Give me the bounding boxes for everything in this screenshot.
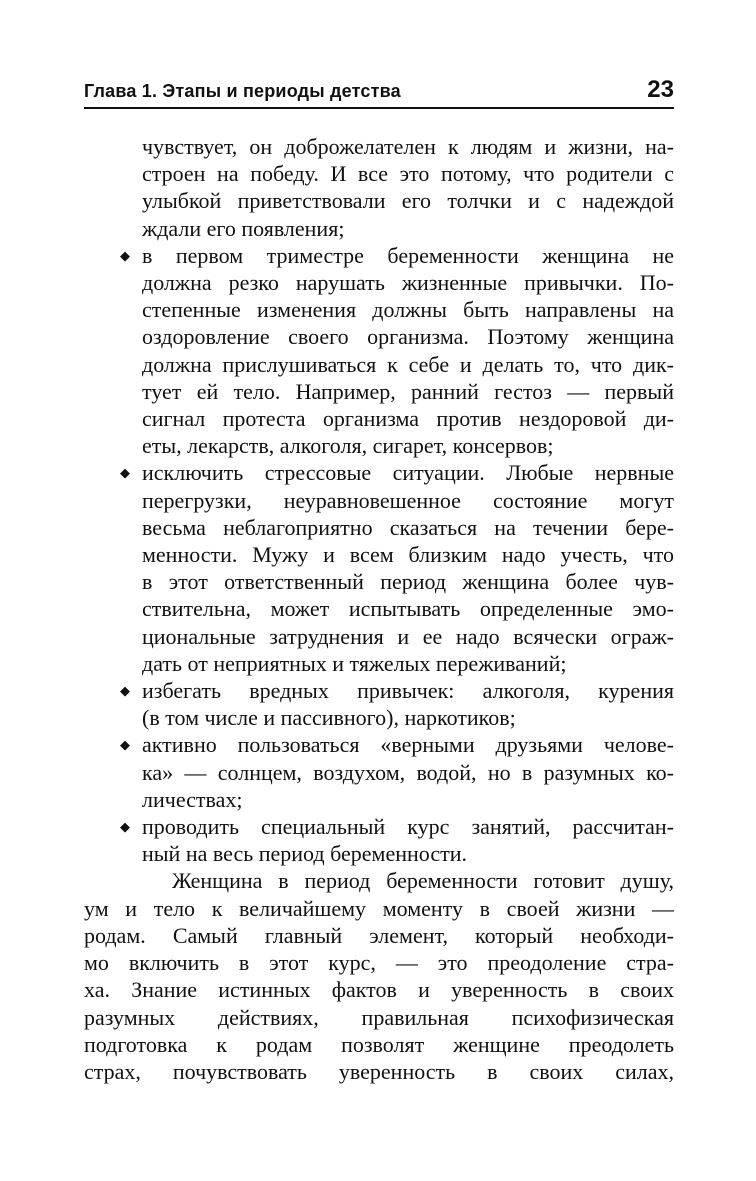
list-item xyxy=(84,242,674,460)
text-line: ждали его появления; xyxy=(142,215,345,241)
text-line: оздоровление своего организма. Поэтому женщина xyxy=(142,324,674,350)
text-line: ный на весь период беременности. xyxy=(142,841,467,867)
text-line: личествах; xyxy=(142,786,243,812)
text-line: улыбкой приветствовали его толчки и с надеждой xyxy=(142,188,674,214)
book-page xyxy=(84,78,674,1085)
text-line: страх, почувствовать уверенность в своих силах, xyxy=(84,1058,674,1084)
continued-list-item xyxy=(84,133,674,242)
diamond-bullet-icon: ◆ xyxy=(120,819,130,835)
text-line: родам. Самый главный элемент, который необходи- xyxy=(84,922,674,948)
text-line: еты, лекарств, алкоголя, сигарет, консервов; xyxy=(142,433,554,459)
text-line: Женщина в период беременности готовит душу, xyxy=(172,868,674,894)
text-line: мо включить в этот курс, — это преодоление стра- xyxy=(84,950,674,976)
body-paragraph xyxy=(84,867,674,1085)
text-line: степенные изменения должны быть направлены на xyxy=(142,297,674,323)
text-line: проводить специальный курс занятий, рассчитан- xyxy=(142,814,674,840)
text-line: в этот ответственный период женщина более чув- xyxy=(142,569,674,595)
list-item xyxy=(84,731,674,813)
text-line: должна прислушиваться к себе и делать то, что дик- xyxy=(142,351,674,377)
diamond-bullet-icon: ◆ xyxy=(120,683,130,699)
diamond-bullet-icon: ◆ xyxy=(120,465,130,481)
text-line: чувствует, он доброжелателен к людям и жизни, на- xyxy=(142,134,674,159)
text-line: тует ей тело. Например, ранний гестоз — первый xyxy=(142,378,674,404)
text-line: избегать вредных привычек: алкоголя, курения xyxy=(142,678,674,704)
text-line: в первом триместре беременности женщина не xyxy=(142,242,674,268)
text-line: менности. Мужу и всем близким надо учесть, что xyxy=(142,542,674,568)
text-line: весьма неблагоприятно сказаться на течении бере- xyxy=(142,514,674,540)
text-line: циональные затруднения и ее надо всячески ограж- xyxy=(142,623,674,649)
text-line: активно пользоваться «верными друзьями челове- xyxy=(142,732,674,758)
text-line: строен на победу. И все это потому, что родители с xyxy=(142,161,674,187)
text-line: сигнал протеста организма против нездоровой ди- xyxy=(142,406,674,432)
page-header xyxy=(84,78,674,109)
text-line: должна резко нарушать жизненные привычки. По- xyxy=(142,270,674,296)
text-line: (в том числе и пассивного), наркотиков; xyxy=(142,705,516,731)
text-line: подготовка к родам позволят женщине преодолеть xyxy=(84,1031,674,1057)
diamond-bullet-icon: ◆ xyxy=(120,737,130,753)
text-line: перегрузки, неуравновешенное состояние могут xyxy=(142,487,674,513)
page-body xyxy=(84,133,674,1085)
text-line: ха. Знание истинных фактов и уверенность в своих xyxy=(84,977,674,1003)
text-line: ствительна, может испытывать определенные эмо- xyxy=(142,596,674,622)
page-number: 23 xyxy=(647,76,674,103)
list-item xyxy=(84,459,674,677)
list-item xyxy=(84,677,674,731)
running-head: Глава 1. Этапы и периоды детства xyxy=(84,81,401,101)
text-line: разумных действиях, правильная психофизическая xyxy=(84,1004,674,1030)
text-line: дать от неприятных и тяжелых переживаний; xyxy=(142,650,567,676)
text-line: ка» — солнцем, воздухом, водой, но в разумных ко- xyxy=(142,759,674,785)
text-line: ум и тело к величайшему моменту в своей жизни — xyxy=(84,895,674,921)
diamond-bullet-icon: ◆ xyxy=(120,247,130,263)
text-line: исключить стрессовые ситуации. Любые нервные xyxy=(142,460,674,486)
list-item xyxy=(84,813,674,867)
